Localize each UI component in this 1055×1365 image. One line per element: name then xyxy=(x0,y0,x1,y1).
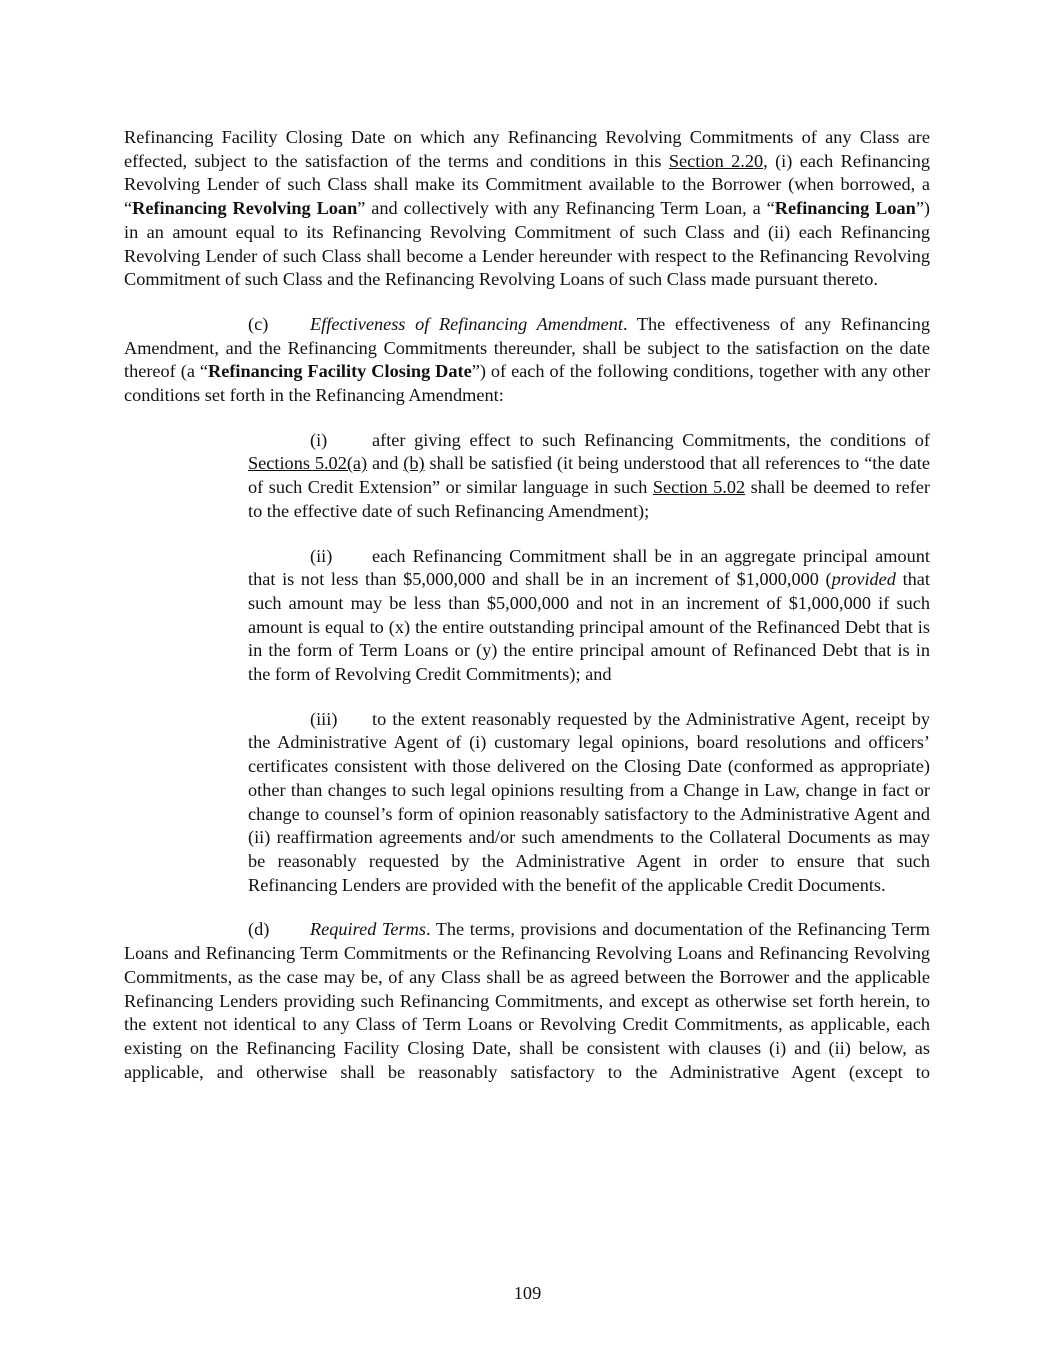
clause-label: (ii) xyxy=(310,545,333,566)
text-run: and xyxy=(367,453,404,474)
subclause-paragraph xyxy=(248,545,930,687)
section-paragraph xyxy=(124,918,930,1084)
italic-text: provided xyxy=(831,569,896,590)
text-run: shall be deemed to refer to the effective date of such Refinancing Amendment); xyxy=(248,477,930,521)
text-run: , (i) each Refinancing Revolving Lender of such Class shall make its Commitment available to the Borrower (when borrowed, a “ xyxy=(124,150,930,219)
cross-reference: Sections 5.02(a) xyxy=(248,453,368,474)
text-run: shall be satisfied (it being understood that all references to “the date of such Credit Extension” or similar language in such xyxy=(248,453,930,498)
text-run: after giving effect to such Refinancing Commitments, the conditions of xyxy=(372,429,930,450)
cross-reference: Section 5.02 xyxy=(652,477,746,498)
clause-label: (iii) xyxy=(310,708,338,729)
clause-label: (d) xyxy=(248,919,270,940)
text-run: . The terms, provisions and documentation of the Refinancing Term Loans and Refinancing Term Commitments or the Refinancing Revolving Loans and Refinancing Revolving Commitments, as the case may be, of any Class shall be as agreed between the Borrower and the applicable Refinancing Lenders providing such Refinancing Commitments, and except as otherwise set forth herein, to the extent not identical to any Class of Term Loans or Revolving Credit Commitments, as applicable, each existing on the Refinancing Facility Closing Date, shall be consistent with clauses (i) and (ii) below, as applicable, and otherwise shall be reasonably satisfactory to the Administrative Agent (except to xyxy=(124,919,930,1082)
italic-text: Required Terms xyxy=(310,919,426,940)
section-paragraph xyxy=(124,313,930,408)
cross-reference: Section 2.20 xyxy=(668,150,764,171)
page-number: 109 xyxy=(513,1283,542,1303)
text-run: . The effectiveness of any Refinancing Amendment, and the Refinancing Commitments thereunder, shall be subject to the satisfaction on the date thereof (a “ xyxy=(124,313,930,382)
subclause-paragraph xyxy=(248,708,930,898)
text-run: ” and collectively with any Refinancing Term Loan, a “ xyxy=(357,198,775,219)
text-run: ”) in an amount equal to its Refinancing Revolving Commitment of such Class and (ii) each Refinancing Revolving Lender of such Class shall become a Lender hereunder with respect to the Refinancing Revolving Commitment of such Class and the Refinancing Revolving Loans of such Class made pursuant thereto. xyxy=(124,198,931,290)
text-run: each Refinancing Commitment shall be in an aggregate principal amount that is not less than $5,000,000 and shall be in an increment of $1,000,000 ( xyxy=(248,545,930,590)
paragraph xyxy=(124,126,930,292)
cross-reference: (b) xyxy=(403,453,425,474)
italic-text: Effectiveness of Refinancing Amendment xyxy=(310,313,623,334)
text-run: Refinancing Facility Closing Date on which any Refinancing Revolving Commitments of any Class are effected, subject to the satisfaction of the terms and conditions in this xyxy=(124,127,930,171)
text-run: ”) of each of the following conditions, together with any other conditions set forth in the Refinancing Amendment: xyxy=(124,361,930,406)
document-body xyxy=(124,126,930,1105)
clause-label: (i) xyxy=(310,429,328,450)
defined-term: Refinancing Loan xyxy=(774,198,916,219)
clause-label: (c) xyxy=(248,313,269,334)
defined-term: Refinancing Revolving Loan xyxy=(132,198,358,219)
subclause-paragraph xyxy=(248,429,930,524)
text-run: to the extent reasonably requested by the Administrative Agent, receipt by the Administrative Agent of (i) customary legal opinions, board resolutions and officers’ certificates consistent with those delivered on the Closing Date (conformed as appropriate) other than changes to such legal opinions resulting from a Change in Law, change in fact or change to counsel’s form of opinion reasonably satisfactory to the Administrative Agent and (ii) reaffirmation agreements and/or such amendments to the Collateral Documents as may be reasonably requested by the Administrative Agent in order to ensure that such Refinancing Lenders are provided with the benefit of the applicable Credit Documents. xyxy=(248,708,930,895)
text-run: that such amount may be less than $5,000,000 and not in an increment of $1,000,000 if such amount is equal to (x) the entire outstanding principal amount of the Refinanced Debt that is in the form of Term Loans or (y) the entire principal amount of Refinanced Debt that is in the form of Revolving Credit Commitments); and xyxy=(248,569,931,685)
defined-term: Refinancing Facility Closing Date xyxy=(208,361,472,382)
